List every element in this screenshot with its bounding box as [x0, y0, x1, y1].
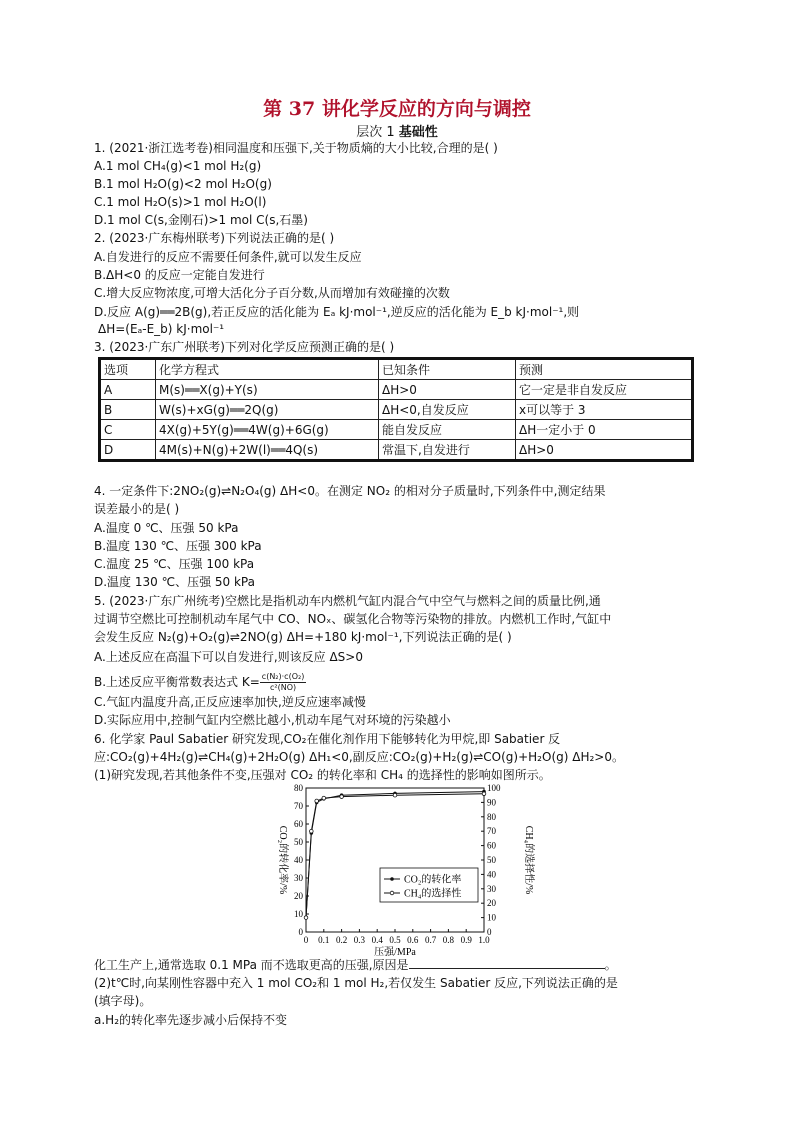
data-point-open	[315, 799, 319, 803]
q5-stem-line3: 会发生反应 N₂(g)+O₂(g)⇌2NO(g) ΔH=+180 kJ·mol⁻¹,下列说法正确的是( )	[94, 630, 512, 644]
table-cell: 能自发反应	[379, 420, 516, 440]
x-tick-label: 0.7	[424, 935, 437, 945]
table-cell: ΔH<0,自发反应	[379, 400, 516, 420]
table-cell: 它一定是非自发反应	[516, 380, 693, 400]
table-cell: D	[100, 440, 156, 461]
q2-option-c: C.增大反应物浓度,可增大活化分子百分数,从而增加有效碰撞的次数	[94, 286, 450, 300]
q6-part2-cont: (填字母)。	[94, 994, 152, 1008]
table-cell: C	[100, 420, 156, 440]
data-point-open	[340, 795, 344, 799]
legend-label: CO₂的转化率	[404, 874, 462, 886]
y-right-tick-label: 50	[487, 855, 496, 865]
q4-option-b: B.温度 130 ℃、压强 300 kPa	[94, 539, 262, 553]
table-cell: M(s)══X(g)+Y(s)	[156, 380, 379, 400]
x-tick-label: 0.4	[371, 935, 383, 945]
data-point-open	[304, 916, 308, 920]
table-cell: 4X(g)+5Y(g)══4W(g)+6G(g)	[156, 420, 379, 440]
y-left-tick-label: 30	[294, 873, 303, 883]
plot-frame	[306, 788, 484, 932]
q5-option-b-prefix: B.上述反应平衡常数表达式 K=	[94, 675, 260, 689]
x-tick-label: 0.9	[460, 935, 472, 945]
level-name: 基础性	[398, 125, 438, 140]
answer-blank[interactable]	[409, 956, 605, 969]
q6-stem-line2: 应:CO₂(g)+4H₂(g)⇌CH₄(g)+2H₂O(g) ΔH₁<0,副反应:CO₂(g)+H₂(g)⇌CO(g)+H₂O(g) ΔH₂>0。	[94, 750, 624, 764]
data-point-open	[322, 796, 326, 800]
table-header-row	[100, 359, 693, 380]
page-title: 第 37 讲化学反应的方向与调控	[263, 98, 531, 120]
y-left-tick-label: 10	[294, 909, 303, 919]
q6-part1-answer	[94, 956, 617, 973]
q4-option-a: A.温度 0 ℃、压强 50 kPa	[94, 521, 239, 535]
q3-table	[98, 357, 694, 462]
y-right-tick-label: 10	[487, 912, 496, 923]
y-right-axis-label: CH₄的选择性/%	[523, 825, 534, 895]
q2-option-b: B.ΔH<0 的反应一定能自发进行	[94, 268, 265, 282]
data-point-open	[482, 792, 486, 796]
legend-label: CH₄的选择性	[404, 888, 462, 900]
x-tick-label: 1.0	[478, 935, 490, 945]
x-tick-label: 0	[303, 935, 309, 945]
table-cell: ΔH>0	[379, 380, 516, 400]
table-cell: B	[100, 400, 156, 420]
y-left-tick-label: 0	[298, 927, 303, 937]
y-left-tick-label: 20	[294, 891, 303, 901]
q6-part1-question: 化工生产上,通常选取 0.1 MPa 而不选取更高的压强,原因是	[94, 958, 409, 972]
q4-stem-cont: 误差最小的是( )	[94, 502, 180, 516]
table-row	[100, 440, 693, 461]
x-tick-label: 0.8	[442, 935, 455, 945]
y-left-axis-label: CO₂的转化率/%	[277, 825, 288, 895]
q2-option-d: D.反应 A(g)══2B(g),若正反应的活化能为 Eₐ kJ·mol⁻¹,逆反应的活化能为 E_b kJ·mol⁻¹,则	[94, 305, 580, 319]
x-tick-label: 0.3	[353, 935, 366, 945]
q1-option-a: A.1 mol CH₄(g)<1 mol H₂(g)	[94, 159, 262, 173]
q5-option-d: D.实际应用中,控制气缸内空燃比越小,机动车尾气对环境的污染越小	[94, 713, 451, 727]
q2-option-d-cont: ΔH=(Eₐ-E_b) kJ·mol⁻¹	[98, 322, 225, 336]
x-axis-label: 压强/MPa	[374, 947, 416, 958]
y-right-tick-label: 60	[487, 840, 496, 851]
table-cell: ΔH一定小于 0	[516, 420, 693, 440]
q2-stem: 2. (2023·广东梅州联考)下列说法正确的是( )	[94, 231, 335, 245]
q1-option-c: C.1 mol H₂O(s)>1 mol H₂O(l)	[94, 195, 267, 209]
table-cell: ΔH>0	[516, 440, 693, 461]
q5-stem: 5. (2023·广东广州统考)空燃比是指机动车内燃机气缸内混合气中空气与燃料之间的质量比例,通	[94, 594, 601, 608]
q6-part1-end: 。	[604, 958, 617, 972]
fraction-denominator: c²(NO)	[269, 683, 297, 692]
q1-option-b: B.1 mol H₂O(g)<2 mol H₂O(g)	[94, 177, 272, 191]
legend-marker-open	[390, 891, 394, 895]
table-header: 已知条件	[379, 359, 516, 380]
fraction-numerator: c(N₂)·c(O₂)	[261, 672, 305, 681]
q3-stem: 3. (2023·广东广州联考)下列对化学反应预测正确的是( )	[94, 340, 395, 354]
q6-option-a: a.H₂的转化率先逐步减小后保持不变	[94, 1013, 288, 1027]
x-tick-label: 0.6	[407, 935, 419, 945]
pressure-chart	[270, 780, 540, 958]
table-cell: A	[100, 380, 156, 400]
y-right-tick-label: 20	[487, 898, 496, 909]
y-right-tick-label: 80	[487, 811, 496, 822]
q6-part1: (1)研究发现,若其他条件不变,压强对 CO₂ 的转化率和 CH₄ 的选择性的影响如图所示。	[94, 768, 551, 782]
y-right-tick-label: 100	[487, 783, 501, 793]
y-left-tick-label: 70	[294, 801, 303, 811]
table-cell: 4M(s)+N(g)+2W(l)══4Q(s)	[156, 440, 379, 461]
chart-legend	[380, 868, 478, 902]
fraction	[260, 672, 307, 693]
y-right-tick-label: 90	[487, 797, 496, 808]
table-header: 化学方程式	[156, 359, 379, 380]
data-point-open	[310, 829, 314, 833]
data-point-open	[393, 793, 397, 797]
y-left-tick-label: 40	[294, 855, 303, 865]
table-row	[100, 380, 693, 400]
q5-option-a: A.上述反应在高温下可以自发进行,则该反应 ΔS>0	[94, 650, 363, 664]
q6-stem: 6. 化学家 Paul Sabatier 研究发现,CO₂在催化剂作用下能够转化为甲烷,即 Sabatier 反	[94, 732, 561, 746]
legend-marker-filled	[390, 877, 394, 881]
y-left-tick-label: 50	[294, 837, 303, 847]
q1-stem: 1. (2021·浙江选考卷)相同温度和压强下,关于物质熵的大小比较,合理的是( )	[94, 141, 498, 155]
q5-option-b	[94, 672, 306, 693]
q6-part2: (2)t℃时,向某刚性容器中充入 1 mol CO₂和 1 mol H₂,若仅发生 Sabatier 反应,下列说法正确的是	[94, 976, 618, 990]
q4-option-c: C.温度 25 ℃、压强 100 kPa	[94, 557, 255, 571]
q1-option-d: D.1 mol C(s,金刚石)>1 mol C(s,石墨)	[94, 213, 308, 227]
table-header: 选项	[100, 359, 156, 380]
q4-option-d: D.温度 130 ℃、压强 50 kPa	[94, 575, 255, 589]
table-cell: W(s)+xG(g)══2Q(g)	[156, 400, 379, 420]
q5-stem-line2: 过调节空燃比可控制机动车尾气中 CO、NOₓ、碳氢化合物等污染物的排放。内燃机工作时,气缸中	[94, 612, 612, 626]
x-tick-label: 0.1	[318, 935, 330, 945]
level-heading	[0, 121, 794, 140]
table-cell: 常温下,自发进行	[379, 440, 516, 461]
y-left-tick-label: 80	[294, 783, 303, 793]
q2-option-a: A.自发进行的反应不需要任何条件,就可以发生反应	[94, 250, 362, 264]
table-row	[100, 420, 693, 440]
y-right-tick-label: 0	[487, 927, 492, 937]
table-header: 预测	[516, 359, 693, 380]
y-right-tick-label: 40	[487, 869, 496, 880]
q5-option-c: C.气缸内温度升高,正反应速率加快,逆反应速率减慢	[94, 695, 366, 709]
table-row	[100, 400, 693, 420]
x-tick-label: 0.2	[335, 935, 348, 945]
q4-stem: 4. 一定条件下:2NO₂(g)⇌N₂O₄(g) ΔH<0。在测定 NO₂ 的相对分子质量时,下列条件中,测定结果	[94, 484, 606, 498]
x-tick-label: 0.5	[389, 935, 401, 945]
table-cell: x可以等于 3	[516, 400, 693, 420]
y-right-tick-label: 70	[487, 826, 496, 837]
level-prefix: 层次 1	[356, 125, 399, 140]
y-right-tick-label: 30	[487, 883, 496, 894]
y-left-tick-label: 60	[294, 819, 303, 829]
